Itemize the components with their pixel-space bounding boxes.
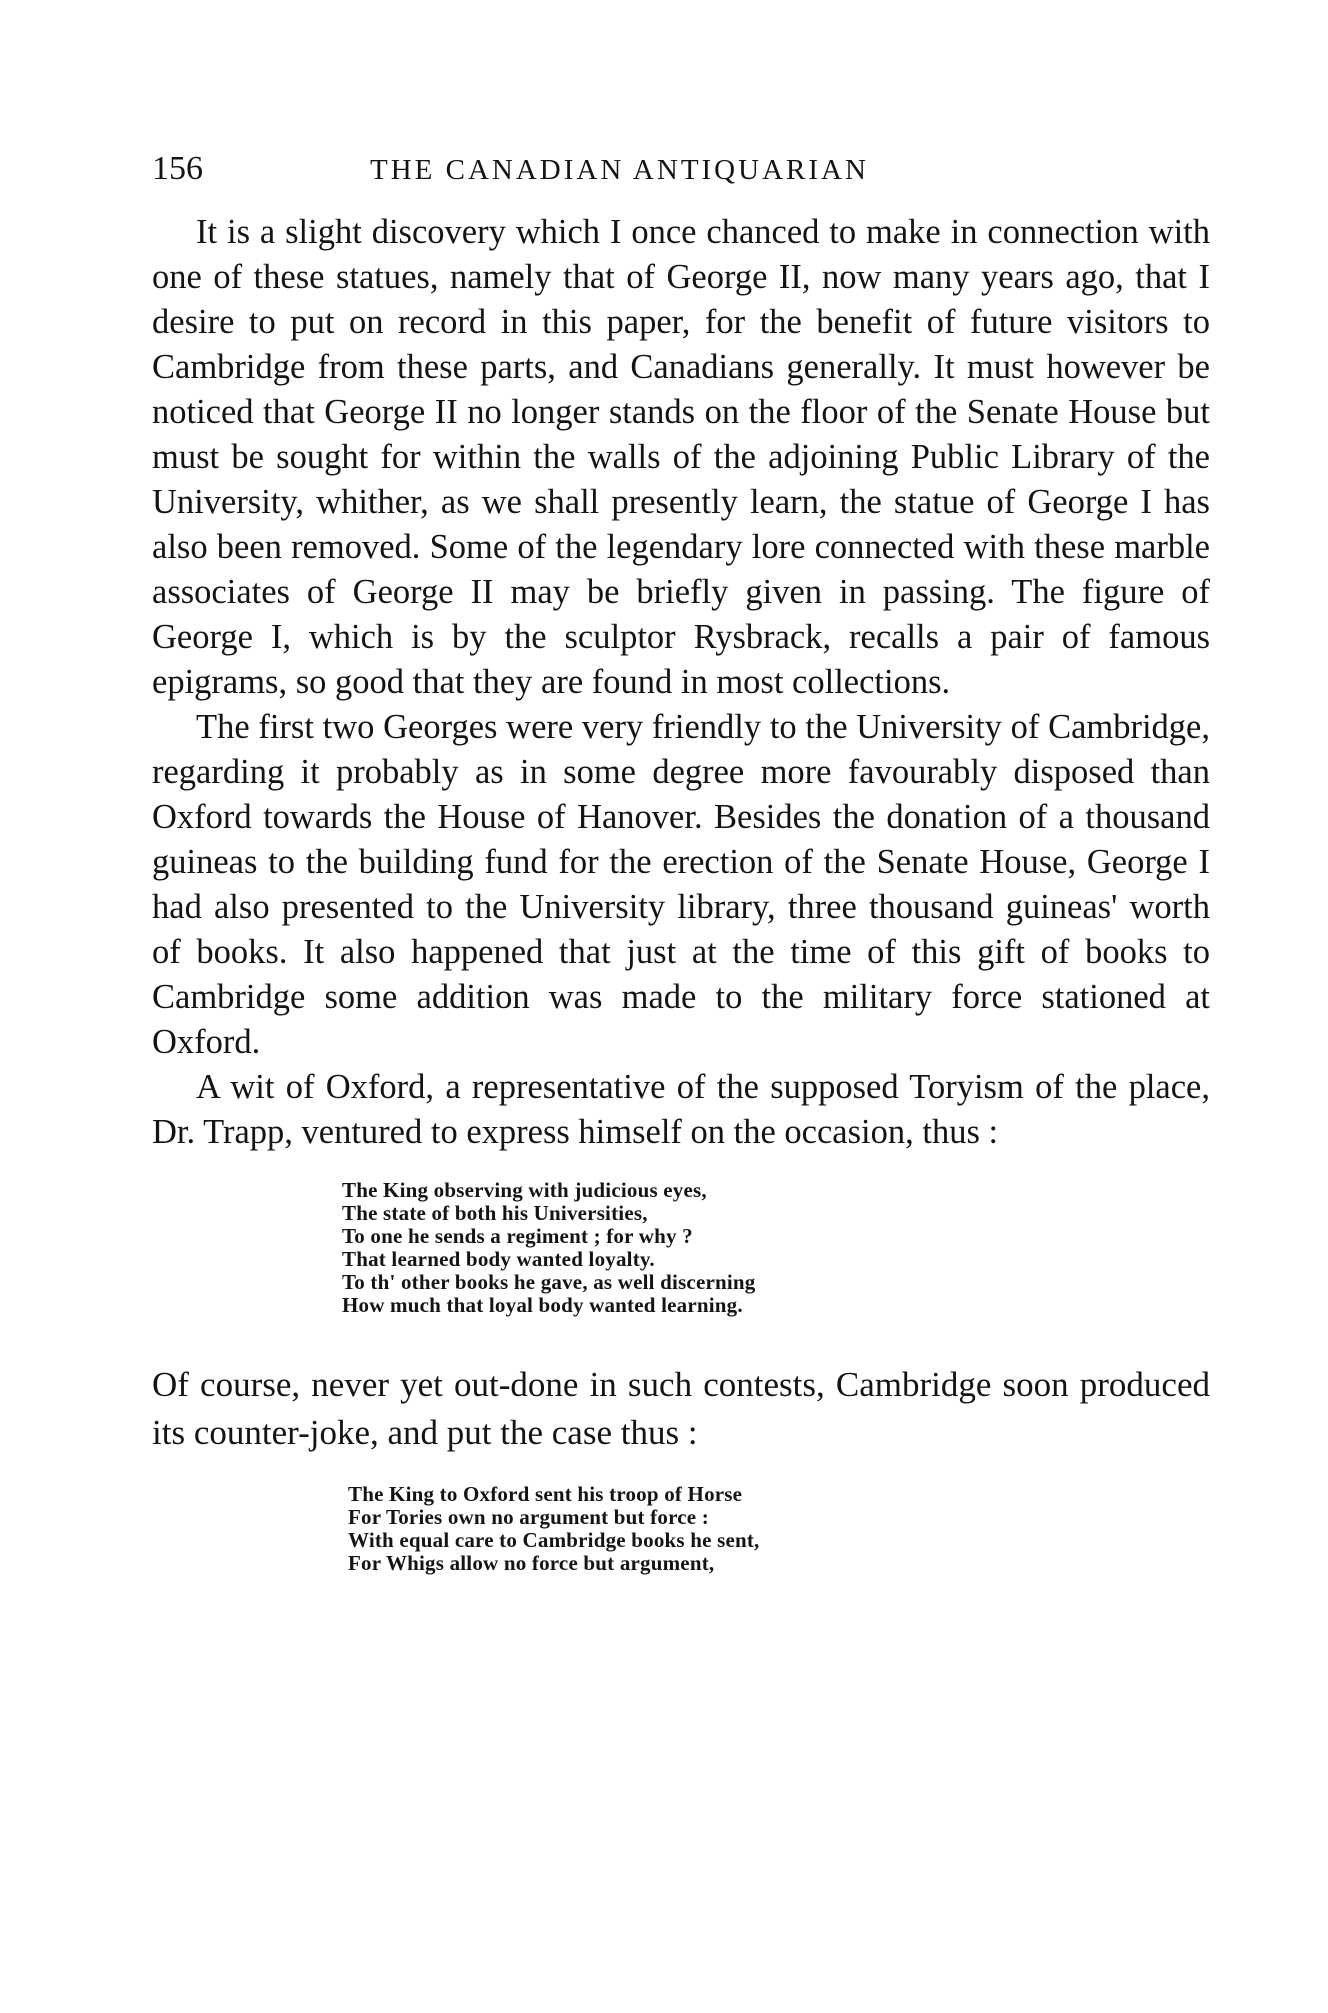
paragraph: Of course, never yet out-done in such contests, Cambridge soon produced its counter-joke, and put the case thus : [152, 1365, 1210, 1452]
verse-line: The King to Oxford sent his troop of Horse [348, 1482, 743, 1506]
body-text [152, 210, 1210, 1575]
page-number: 156 [152, 150, 203, 187]
verse-line: For Tories own no argument but force : [348, 1505, 709, 1529]
paragraph: It is a slight discovery which I once chanced to make in connection with one of these statues, namely that of George II, now many years ago, that I desire to put on record in this paper, for the benefit of future visitors to Cambridge from these parts, and Canadians generally. It must however be noticed that George II no longer stands on the floor of the Senate House but must be sought for within the walls of the adjoining Public Library of the University, whither, as we shall presently learn, the statue of George I has also been removed. Some of the legendary lore connected with these marble associates of George II may be briefly given in passing. The figure of George I, which is by the sculptor Rysbrack, recalls a pair of famous epigrams, so good that they are found in most collections. [152, 213, 1210, 701]
page [152, 150, 1210, 1575]
running-title: THE CANADIAN ANTIQUARIAN [370, 154, 869, 186]
verse-line: The King observing with judicious eyes, [342, 1178, 707, 1202]
paragraph: A wit of Oxford, a representative of the supposed Toryism of the place, Dr. Trapp, ventured to express himself on the occasion, thus : [152, 1068, 1210, 1151]
paragraph: The first two Georges were very friendly to the University of Cambridge, regarding it probably as in some degree more favourably disposed than Oxford towards the House of Hanover. Besides the donation of a thousand guineas to the building fund for the erection of the Senate House, George I had also presented to the University library, three thousand guineas' worth of books. It also happened that just at the time of this gift of books to Cambridge some addition was made to the military force stationed at Oxford. [152, 708, 1210, 1061]
verse-line: That learned body wanted loyalty. [342, 1247, 655, 1271]
verse-line: For Whigs allow no force but argument, [348, 1551, 715, 1575]
verse-line: To one he sends a regiment ; for why ? [342, 1224, 693, 1248]
verse-line: To th' other books he gave, as well discerning [342, 1270, 756, 1294]
epigram-cambridge [348, 1483, 1210, 1575]
verse-line: The state of both his Universities, [342, 1201, 648, 1225]
epigram-oxford [342, 1179, 1210, 1317]
verse-line: With equal care to Cambridge books he sent, [348, 1528, 760, 1552]
page-header [152, 150, 1210, 200]
verse-line: How much that loyal body wanted learning. [342, 1293, 743, 1317]
